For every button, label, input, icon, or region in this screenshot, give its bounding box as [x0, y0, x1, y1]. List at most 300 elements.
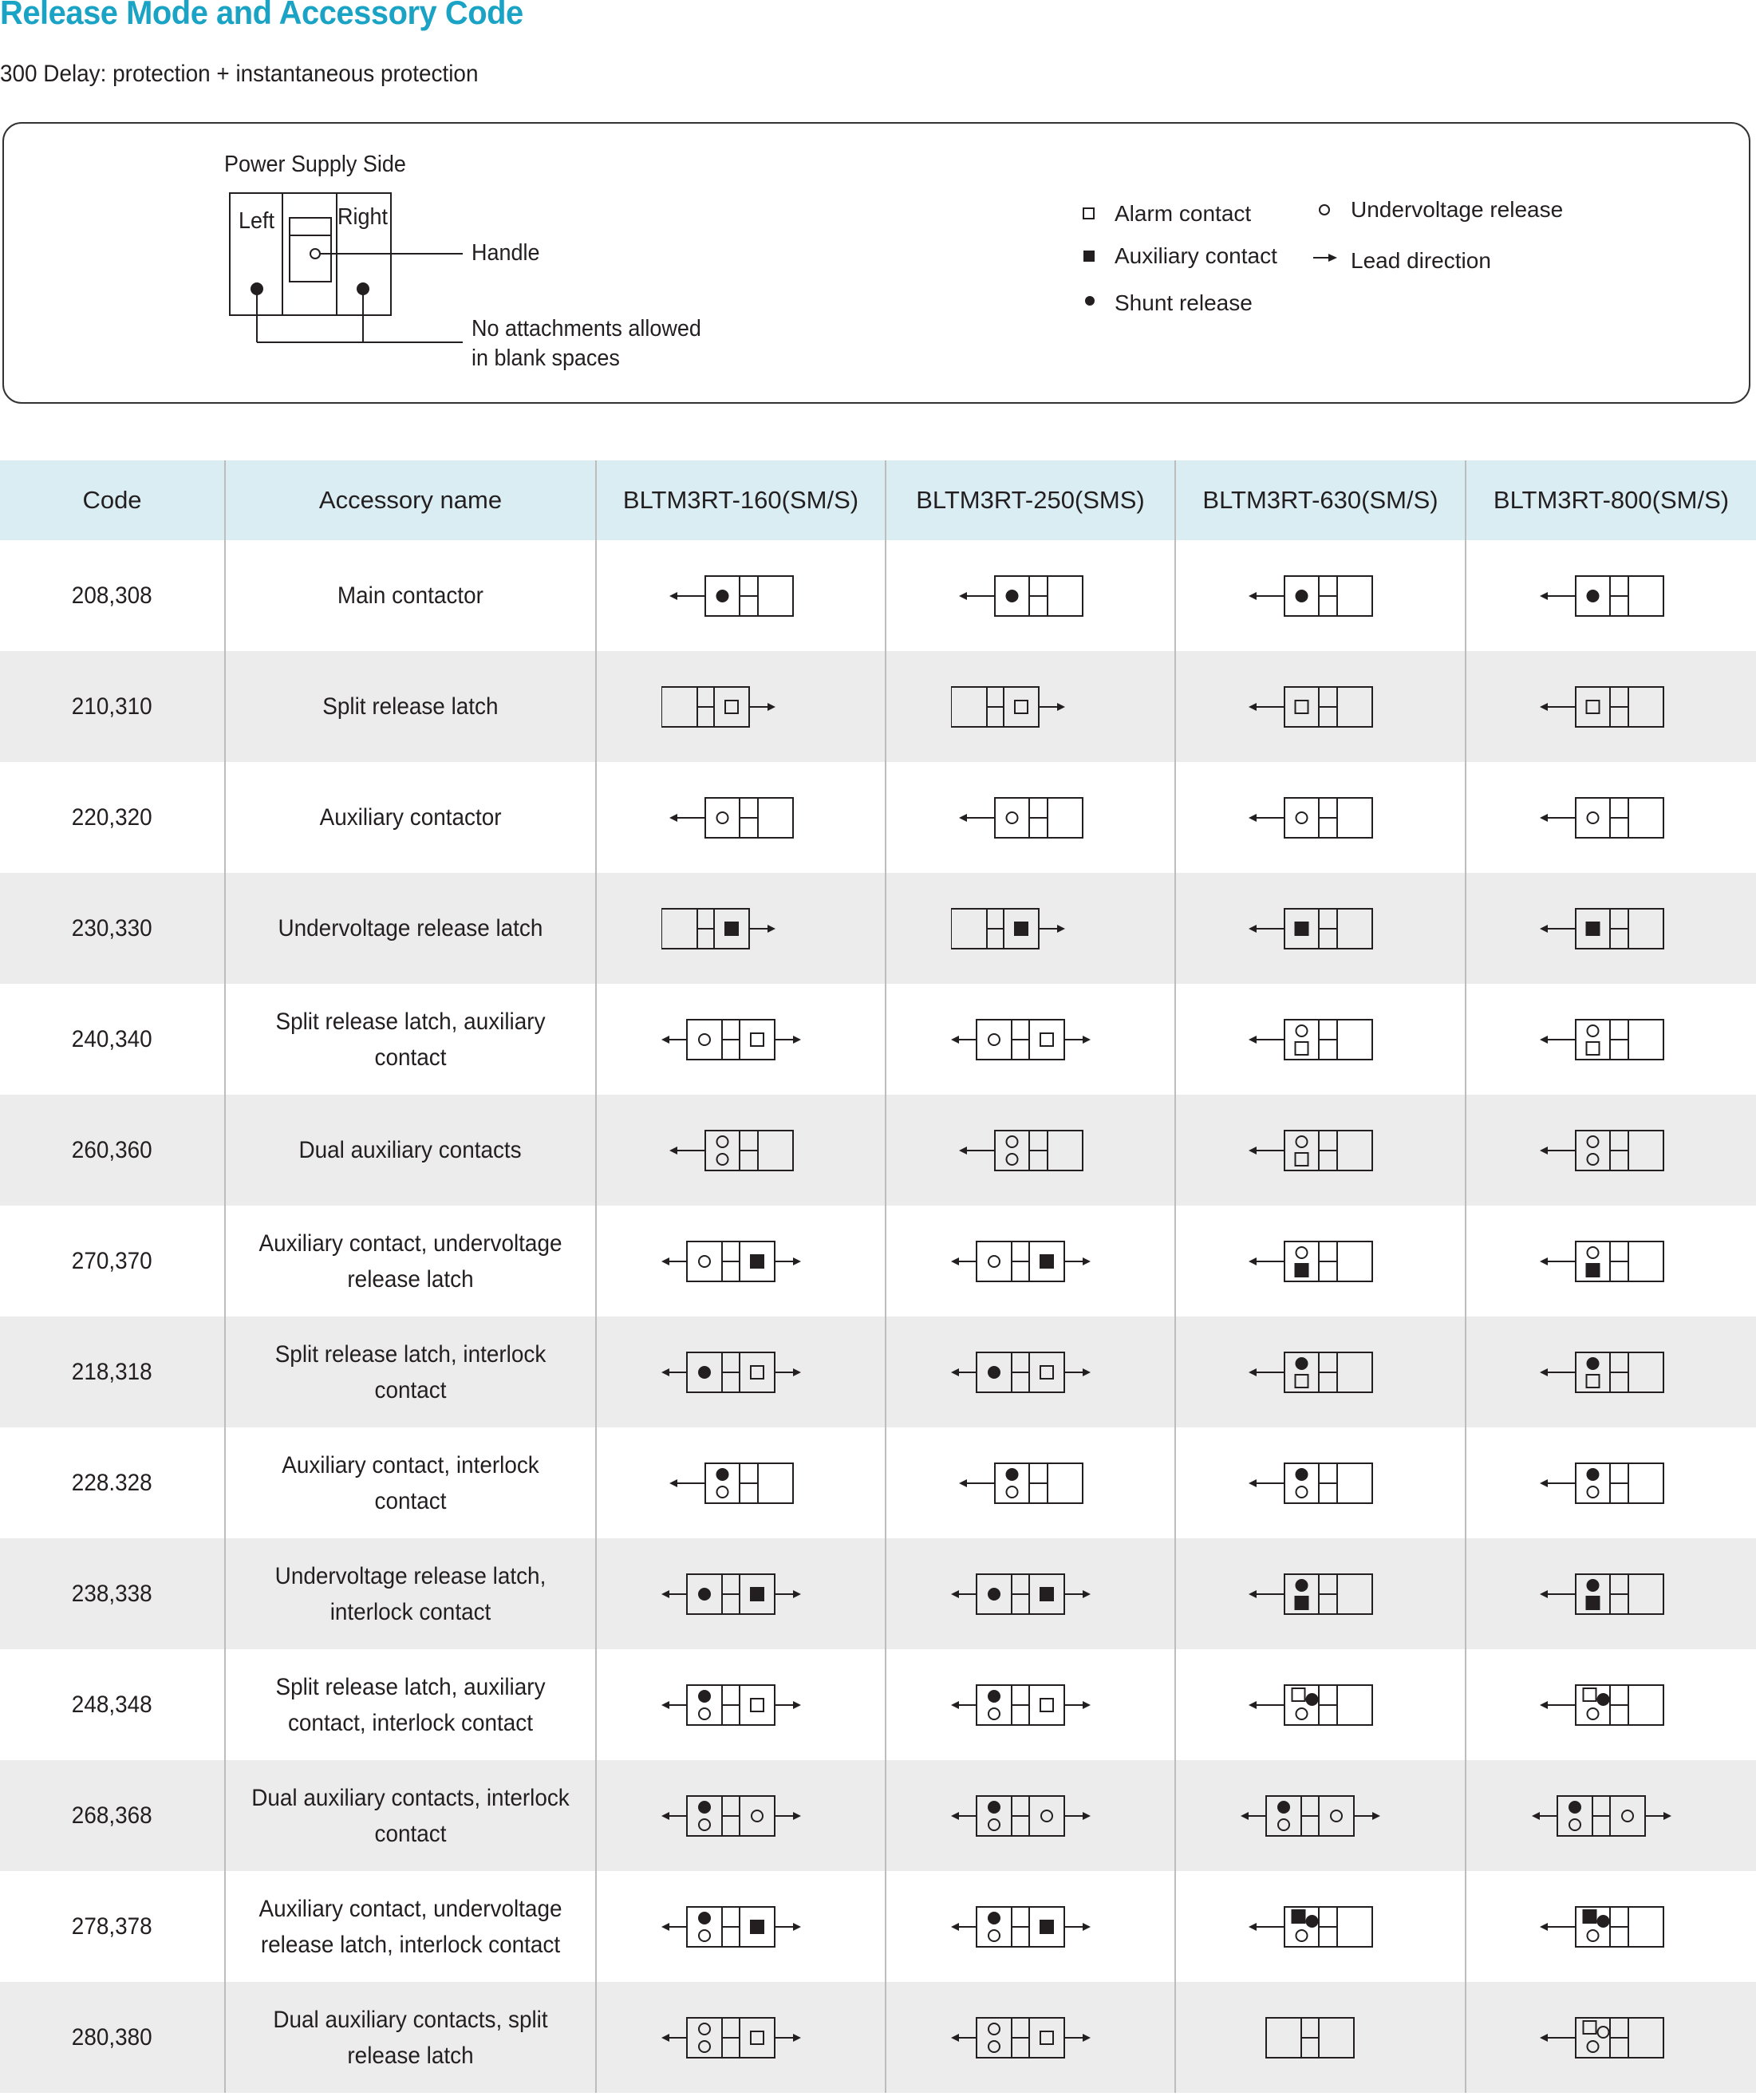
shunt-release-mark [698, 1801, 711, 1814]
undervoltage-release-mark [1006, 1154, 1017, 1165]
shunt-release-mark [988, 1801, 1000, 1814]
accessory-name-cell: Auxiliary contactor [225, 762, 596, 873]
accessory-diagram [1241, 901, 1400, 957]
header-accessory-name: Accessory name [225, 460, 596, 540]
alarm-contact-mark [1296, 1153, 1308, 1166]
accessory-diagram [1532, 1012, 1691, 1068]
shunt-release-mark [988, 1690, 1000, 1703]
lead-arrow-left [1540, 814, 1548, 822]
table-header-row [0, 460, 1756, 540]
lead-arrow-left [951, 2034, 959, 2042]
accessory-name-cell: Dual auxiliary contacts [225, 1095, 596, 1206]
accessory-diagram [661, 1234, 821, 1289]
diagram-cell [886, 984, 1175, 1095]
lead-arrow-right [1083, 1257, 1091, 1265]
diagram-cell [1466, 1095, 1756, 1206]
accessory-diagram [951, 1566, 1111, 1622]
key-alarm-contact: Alarm contact [1115, 201, 1252, 226]
diagram-cell [1466, 984, 1756, 1095]
accessory-diagram [661, 1566, 821, 1622]
lead-arrow-left [1540, 2034, 1548, 2042]
auxiliary-contact-mark [1295, 1263, 1309, 1277]
undervoltage-release-mark [1587, 1247, 1598, 1258]
accessory-diagram [1241, 1012, 1400, 1068]
shunt-release-mark [1296, 1468, 1308, 1481]
shunt-release-mark [1306, 1693, 1319, 1706]
lead-arrow-left [1540, 1036, 1548, 1044]
table-row [0, 1982, 1756, 2093]
alarm-contact-mark [1586, 1375, 1599, 1388]
diagram-cell [1175, 1760, 1466, 1871]
diagram-cell [596, 1316, 886, 1427]
diagram-cell [1466, 1871, 1756, 1982]
page-subtitle: 300 Delay: protection + instantaneous protection [0, 61, 479, 87]
undervoltage-release-mark [1587, 1930, 1598, 1941]
undervoltage-release-mark [716, 812, 728, 823]
shunt-release-mark [1005, 1468, 1018, 1481]
diagram-cell [596, 1649, 886, 1760]
undervoltage-release-mark [716, 1486, 728, 1498]
accessory-diagram [951, 679, 1111, 735]
accessory-diagram [1532, 1677, 1691, 1733]
alarm-contact-mark [1586, 701, 1599, 713]
lead-arrow-right [1057, 925, 1065, 933]
auxiliary-contact-mark [1585, 1263, 1600, 1277]
lead-arrow-left [1249, 1036, 1257, 1044]
lead-arrow-left [1249, 592, 1257, 600]
undervoltage-release-mark [988, 1256, 1000, 1267]
undervoltage-release-mark [1587, 1154, 1598, 1165]
auxiliary-contact-mark [1295, 922, 1309, 936]
diagram-cell [886, 1760, 1175, 1871]
undervoltage-release-mark [1587, 2041, 1598, 2052]
auxiliary-contact-mark [1295, 1596, 1309, 1610]
alarm-contact-mark [1040, 1366, 1053, 1379]
accessory-diagram [1532, 790, 1691, 846]
lead-arrow-left [669, 592, 677, 600]
lead-arrow-left [1540, 1479, 1548, 1487]
lead-arrow-right [1083, 1923, 1091, 1931]
lead-arrow-left [1249, 1923, 1257, 1931]
undervoltage-release-mark [1331, 1810, 1342, 1822]
accessory-diagram [1241, 790, 1400, 846]
accessory-diagram [951, 1344, 1111, 1400]
auxiliary-contact-mark [1014, 922, 1028, 936]
diagram-cell [1175, 651, 1466, 762]
accessory-diagram [951, 1234, 1111, 1289]
lead-arrow-left [1540, 925, 1548, 933]
diagram-cell [886, 1649, 1175, 1760]
undervoltage-release-mark [1296, 1025, 1308, 1036]
header-code: Code [0, 460, 225, 540]
lead-arrow-right [1083, 1368, 1091, 1376]
lead-arrow-left [951, 1701, 959, 1709]
code-cell: 230,330 [0, 873, 225, 984]
undervoltage-release-mark [699, 1034, 710, 1045]
left-label: Left [239, 208, 274, 234]
diagram-cell [1466, 540, 1756, 651]
handle-label: Handle [472, 240, 540, 266]
lead-arrow-left [1540, 1923, 1548, 1931]
auxiliary-contact-mark [1582, 1909, 1596, 1924]
undervoltage-release-mark [1006, 1136, 1017, 1147]
lead-arrow-right [793, 1257, 801, 1265]
diagram-cell [1466, 873, 1756, 984]
table-row [0, 873, 1756, 984]
shunt-release-mark [1586, 1357, 1599, 1370]
code-cell: 270,370 [0, 1206, 225, 1316]
shunt-release-mark [1569, 1801, 1581, 1814]
diagram-cell [596, 1206, 886, 1316]
alarm-contact-mark [751, 2031, 764, 2044]
auxiliary-contact-mark [750, 1254, 764, 1269]
alarm-contact-mark [1040, 1699, 1053, 1711]
undervoltage-release-mark [1587, 1486, 1598, 1498]
auxiliary-contact-mark [1585, 1596, 1600, 1610]
accessory-diagram [661, 568, 821, 624]
diagram-cell [596, 1760, 886, 1871]
undervoltage-release-mark [1296, 1247, 1308, 1258]
undervoltage-release-mark [716, 1154, 728, 1165]
diagram-cell [596, 1095, 886, 1206]
auxiliary-contact-symbol [1083, 251, 1095, 262]
diagram-cell [596, 873, 886, 984]
undervoltage-release-mark [1587, 1025, 1598, 1036]
accessory-diagram [951, 790, 1111, 846]
undervoltage-release-mark [699, 1708, 710, 1719]
accessory-diagram [661, 2010, 821, 2066]
auxiliary-contact-mark [1040, 1587, 1054, 1601]
lead-arrow-right [1083, 1812, 1091, 1820]
undervoltage-release-mark [1296, 1136, 1308, 1147]
accessory-diagram [661, 1012, 821, 1068]
code-cell: 218,318 [0, 1316, 225, 1427]
lead-arrow-right [1372, 1812, 1380, 1820]
key-auxiliary-contact: Auxiliary contact [1115, 243, 1277, 268]
legend-panel [2, 122, 1750, 404]
accessory-diagram [951, 1788, 1111, 1844]
accessory-diagram [1532, 1123, 1691, 1178]
undervoltage-release-mark [1006, 1486, 1017, 1498]
shunt-release-mark [988, 1366, 1000, 1379]
code-cell: 278,378 [0, 1871, 225, 1982]
code-cell: 208,308 [0, 540, 225, 651]
auxiliary-contact-mark [1040, 1254, 1054, 1269]
diagram-cell [886, 651, 1175, 762]
diagram-cell [596, 984, 886, 1095]
diagram-cell [886, 1538, 1175, 1649]
right-label: Right [337, 204, 388, 230]
code-cell: 238,338 [0, 1538, 225, 1649]
alarm-contact-mark [1040, 2031, 1053, 2044]
diagram-cell [886, 1206, 1175, 1316]
lead-arrow-left [1540, 1368, 1548, 1376]
accessory-diagram [1241, 1899, 1400, 1955]
accessory-diagram [951, 568, 1111, 624]
auxiliary-contact-mark [1292, 1909, 1306, 1924]
lead-arrow-left [959, 814, 967, 822]
diagram-cell [886, 762, 1175, 873]
diagram-cell [1466, 1760, 1756, 1871]
undervoltage-release-mark [1587, 1136, 1598, 1147]
accessory-diagram [1532, 1788, 1691, 1844]
shunt-release-symbol [1085, 296, 1095, 306]
lead-arrow-left [1540, 1590, 1548, 1598]
accessory-diagram [661, 1344, 821, 1400]
shunt-release-mark [1586, 1579, 1599, 1592]
diagram-cell [886, 873, 1175, 984]
accessory-name-cell: Dual auxiliary contacts, interlock contact [225, 1760, 596, 1871]
diagram-cell [886, 540, 1175, 651]
table-row [0, 1538, 1756, 1649]
auxiliary-contact-mark [1040, 1920, 1054, 1934]
undervoltage-release-mark [988, 2023, 1000, 2035]
lead-arrow-left [669, 1479, 677, 1487]
diagram-cell [596, 762, 886, 873]
diagram-cell [1175, 540, 1466, 651]
lead-arrow-right [1057, 703, 1065, 711]
alarm-contact-mark [1292, 1688, 1305, 1701]
diagram-cell [1466, 1649, 1756, 1760]
alarm-contact-mark [1296, 701, 1308, 713]
diagram-cell [1175, 762, 1466, 873]
undervoltage-release-mark [988, 1819, 1000, 1830]
undervoltage-release-mark [752, 1810, 763, 1822]
lead-arrow-right [1083, 1590, 1091, 1598]
undervoltage-release-mark [988, 1930, 1000, 1941]
table-row [0, 1649, 1756, 1760]
alarm-contact-mark [1040, 1033, 1053, 1046]
undervoltage-release-mark [1587, 1708, 1598, 1719]
lead-arrow-right [793, 2034, 801, 2042]
header-model-800: BLTM3RT-800(SM/S) [1466, 460, 1756, 540]
lead-arrow-left [661, 2034, 669, 2042]
table-row [0, 1206, 1756, 1316]
accessory-diagram [1532, 901, 1691, 957]
lead-arrow-left [951, 1812, 959, 1820]
accessory-diagram [1532, 1566, 1691, 1622]
shunt-release-mark [698, 1912, 711, 1924]
accessory-diagram [661, 901, 821, 957]
accessory-diagram [661, 1899, 821, 1955]
accessory-diagram [1241, 568, 1400, 624]
shunt-release-mark [1277, 1801, 1290, 1814]
accessory-diagram [661, 679, 821, 735]
power-supply-side-label: Power Supply Side [224, 152, 406, 177]
code-cell: 220,320 [0, 762, 225, 873]
auxiliary-contact-mark [1585, 922, 1600, 936]
alarm-contact-mark [1583, 2021, 1596, 2034]
accessory-name-cell: Undervoltage release latch [225, 873, 596, 984]
lead-arrow-right [793, 1036, 801, 1044]
shunt-release-mark [988, 1588, 1000, 1601]
diagram-cell [1175, 1538, 1466, 1649]
lead-arrow-right [768, 925, 775, 933]
lead-arrow-left [951, 1590, 959, 1598]
table-row [0, 1871, 1756, 1982]
alarm-contact-mark [751, 1699, 764, 1711]
undervoltage-release-mark [699, 1819, 710, 1830]
accessory-diagram [951, 2010, 1111, 2066]
diagram-cell [596, 651, 886, 762]
lead-arrow-left [669, 1147, 677, 1155]
lead-arrow-left [1249, 1257, 1257, 1265]
key-lead-direction: Lead direction [1351, 248, 1491, 273]
page-title: Release Mode and Accessory Code [0, 0, 523, 31]
key-shunt-release: Shunt release [1115, 290, 1253, 315]
lead-arrow-right [1083, 1701, 1091, 1709]
undervoltage-release-mark [716, 1136, 728, 1147]
code-cell: 228.328 [0, 1427, 225, 1538]
lead-arrow-left [951, 1368, 959, 1376]
accessory-diagram [1241, 1234, 1400, 1289]
diagram-cell [1466, 1427, 1756, 1538]
lead-arrow-left [661, 1590, 669, 1598]
accessory-diagram [661, 1788, 821, 1844]
accessory-diagram [1241, 1677, 1400, 1733]
accessory-code-table [0, 460, 1756, 2093]
auxiliary-contact-mark [750, 1587, 764, 1601]
accessory-name-cell: Dual auxiliary contacts, split release latch [225, 1982, 596, 2093]
diagram-cell [596, 1982, 886, 2093]
accessory-name-cell: Main contactor [225, 540, 596, 651]
lead-arrow-left [1249, 814, 1257, 822]
shunt-release-mark [1306, 1915, 1319, 1928]
diagram-cell [596, 1538, 886, 1649]
lead-arrow-right [768, 703, 775, 711]
lead-arrow-left [951, 1257, 959, 1265]
table-row [0, 1427, 1756, 1538]
accessory-diagram [1532, 1455, 1691, 1511]
shunt-release-mark [1586, 1468, 1599, 1481]
diagram-cell [886, 1871, 1175, 1982]
accessory-diagram [1241, 2010, 1400, 2066]
diagram-cell [596, 540, 886, 651]
accessory-diagram [1241, 679, 1400, 735]
lead-arrow-right [793, 1923, 801, 1931]
lead-arrow-right [793, 1590, 801, 1598]
table-row [0, 540, 1756, 651]
accessory-diagram [661, 790, 821, 846]
alarm-contact-mark [1583, 1688, 1596, 1701]
accessory-diagram [661, 1123, 821, 1178]
accessory-diagram [1241, 1344, 1400, 1400]
undervoltage-release-mark [1041, 1810, 1052, 1822]
lead-arrow-left [1532, 1812, 1540, 1820]
accessory-diagram [661, 1455, 821, 1511]
undervoltage-release-symbol [1320, 205, 1329, 215]
accessory-diagram [951, 1677, 1111, 1733]
header-model-250: BLTM3RT-250(SMS) [886, 460, 1175, 540]
diagram-cell [596, 1427, 886, 1538]
alarm-contact-mark [1015, 701, 1028, 713]
diagram-cell [596, 1871, 886, 1982]
accessory-diagram [1241, 1788, 1400, 1844]
lead-arrow-left [1249, 703, 1257, 711]
lead-arrow-left [1249, 1368, 1257, 1376]
shunt-release-mark [988, 1912, 1000, 1924]
shunt-release-mark [698, 1690, 711, 1703]
alarm-contact-mark [725, 701, 738, 713]
undervoltage-release-mark [988, 1034, 1000, 1045]
undervoltage-release-mark [1006, 812, 1017, 823]
accessory-diagram [951, 1455, 1111, 1511]
lead-arrow-left [669, 814, 677, 822]
diagram-cell [1175, 1427, 1466, 1538]
alarm-contact-mark [751, 1366, 764, 1379]
undervoltage-release-mark [1597, 2027, 1608, 2038]
diagram-cell [1175, 1649, 1466, 1760]
undervoltage-release-mark [1296, 1708, 1308, 1719]
code-cell: 260,360 [0, 1095, 225, 1206]
accessory-name-cell: Auxiliary contact, undervoltage release latch, interlock contact [225, 1871, 596, 1982]
accessory-name-cell: Split release latch, auxiliary contact, interlock contact [225, 1649, 596, 1760]
lead-arrow-left [1249, 1147, 1257, 1155]
diagram-cell [886, 1982, 1175, 2093]
code-cell: 268,368 [0, 1760, 225, 1871]
lead-arrow-left [661, 1701, 669, 1709]
lead-arrow-left [951, 1923, 959, 1931]
alarm-contact-mark [751, 1033, 764, 1046]
diagram-cell [1466, 1206, 1756, 1316]
diagram-cell [886, 1095, 1175, 1206]
undervoltage-release-mark [1587, 812, 1598, 823]
shunt-release-mark [1596, 1693, 1609, 1706]
diagram-cell [1175, 1871, 1466, 1982]
accessory-diagram [1532, 1234, 1691, 1289]
accessory-diagram [951, 901, 1111, 957]
lead-arrow-left [1249, 1701, 1257, 1709]
accessory-diagram [951, 1012, 1111, 1068]
undervoltage-release-mark [1278, 1819, 1289, 1830]
lead-arrow-left [1249, 1479, 1257, 1487]
accessory-diagram [1532, 1344, 1691, 1400]
lead-arrow-left [951, 1036, 959, 1044]
auxiliary-contact-mark [724, 922, 739, 936]
no-attachments-label-line2: in blank spaces [472, 345, 620, 371]
alarm-contact-mark [1296, 1042, 1308, 1055]
code-cell: 210,310 [0, 651, 225, 762]
lead-arrow-left [661, 1812, 669, 1820]
shunt-release-mark [1596, 1915, 1609, 1928]
shunt-release-mark [716, 590, 728, 602]
lead-arrow-left [959, 1479, 967, 1487]
diagram-cell [1466, 1982, 1756, 2093]
undervoltage-release-mark [988, 2041, 1000, 2052]
shunt-release-mark [1296, 590, 1308, 602]
diagram-cell [1466, 762, 1756, 873]
undervoltage-release-mark [988, 1708, 1000, 1719]
code-cell: 280,380 [0, 1982, 225, 2093]
undervoltage-release-mark [1296, 1930, 1308, 1941]
diagram-cell [886, 1427, 1175, 1538]
undervoltage-release-mark [699, 1256, 710, 1267]
undervoltage-release-mark [699, 2023, 710, 2035]
auxiliary-contact-mark [750, 1920, 764, 1934]
table-row [0, 1760, 1756, 1871]
alarm-contact-mark [1586, 1042, 1599, 1055]
lead-arrow-left [1249, 925, 1257, 933]
diagram-cell [1466, 1538, 1756, 1649]
lead-arrow-left [1540, 1701, 1548, 1709]
lead-arrow-left [1540, 1147, 1548, 1155]
lead-arrow-right [793, 1368, 801, 1376]
accessory-diagram [1532, 1899, 1691, 1955]
lead-arrow-left [661, 1036, 669, 1044]
accessory-name-cell: Auxiliary contact, undervoltage release latch [225, 1206, 596, 1316]
header-model-630: BLTM3RT-630(SM/S) [1175, 460, 1466, 540]
undervoltage-release-mark [699, 2041, 710, 2052]
